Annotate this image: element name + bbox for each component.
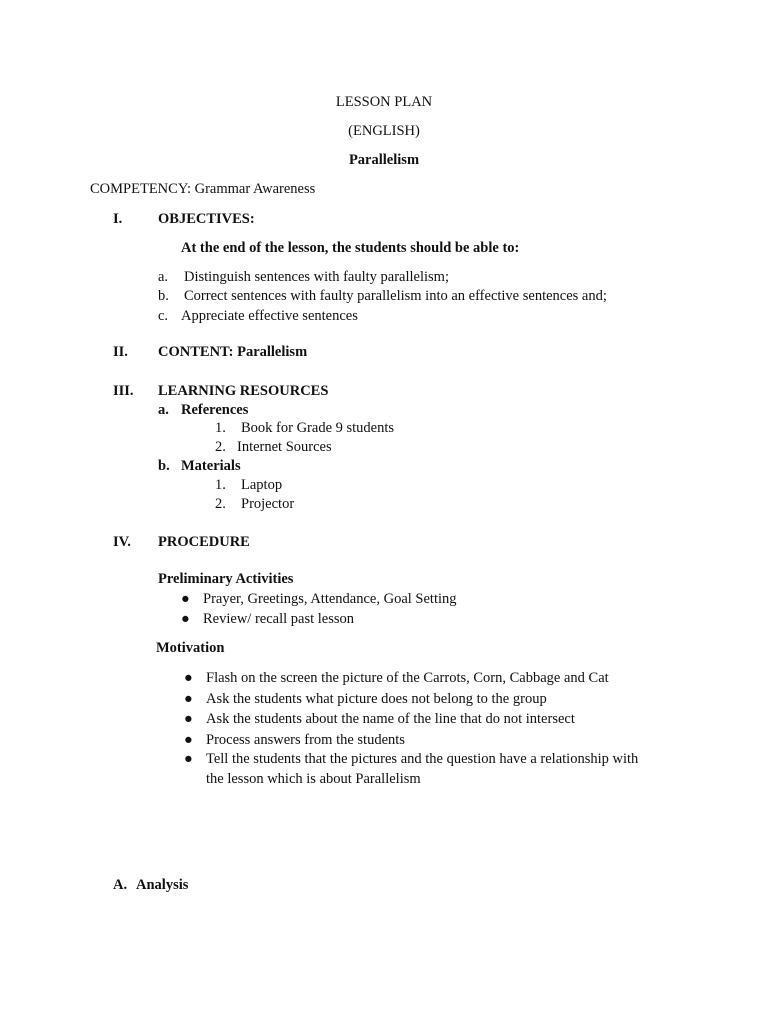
section-title-objectives: OBJECTIVES:	[158, 211, 255, 227]
bullet-icon: ●	[184, 691, 193, 707]
bullet-icon: ●	[184, 711, 193, 727]
material-item: Projector	[241, 496, 295, 512]
material-marker: 1.	[215, 477, 226, 493]
analysis-label: Analysis	[136, 877, 189, 893]
preliminary-item: Prayer, Greetings, Attendance, Goal Setting	[203, 591, 457, 607]
references-marker: a.	[158, 402, 169, 418]
bullet-icon: ●	[184, 751, 193, 767]
motivation-item: Process answers from the students	[206, 732, 405, 748]
section-number-resources: III.	[113, 383, 134, 399]
motivation-label: Motivation	[156, 640, 225, 656]
preliminary-item: Review/ recall past lesson	[203, 611, 354, 627]
references-label: References	[181, 402, 249, 418]
objective-item: Distinguish sentences with faulty parallelism;	[184, 269, 449, 285]
material-marker: 2.	[215, 496, 226, 512]
motivation-item-continued: the lesson which is about Parallelism	[206, 771, 421, 787]
objective-item: Appreciate effective sentences	[181, 308, 358, 324]
motivation-item: Ask the students about the name of the line that do not intersect	[206, 711, 575, 727]
motivation-item: Ask the students what picture does not belong to the group	[206, 691, 547, 707]
section-title-content: CONTENT: Parallelism	[158, 344, 308, 360]
objective-marker: a.	[158, 269, 169, 285]
reference-marker: 2.	[215, 439, 226, 455]
section-number-content: II.	[113, 344, 128, 360]
objectives-intro: At the end of the lesson, the students should be able to:	[181, 240, 520, 256]
motivation-item: Tell the students that the pictures and the question have a relationship with	[206, 751, 639, 767]
doc-subject: (ENGLISH)	[348, 123, 420, 139]
section-title-procedure: PROCEDURE	[158, 534, 250, 550]
doc-title: LESSON PLAN	[335, 94, 433, 110]
doc-topic: Parallelism	[348, 152, 420, 168]
material-item: Laptop	[241, 477, 283, 493]
bullet-icon: ●	[184, 670, 193, 686]
bullet-icon: ●	[181, 611, 190, 627]
section-number-procedure: IV.	[113, 534, 131, 550]
bullet-icon: ●	[181, 591, 190, 607]
reference-item: Internet Sources	[237, 439, 332, 455]
analysis-marker: A.	[113, 877, 128, 893]
competency-line: COMPETENCY: Grammar Awareness	[90, 181, 316, 197]
preliminary-label: Preliminary Activities	[158, 571, 294, 587]
objective-marker: c.	[158, 308, 169, 324]
materials-marker: b.	[158, 458, 170, 474]
reference-item: Book for Grade 9 students	[241, 420, 395, 436]
objective-item: Correct sentences with faulty parallelism into an effective sentences and;	[184, 288, 607, 304]
materials-label: Materials	[181, 458, 241, 474]
section-title-resources: LEARNING RESOURCES	[158, 383, 329, 399]
reference-marker: 1.	[215, 420, 226, 436]
motivation-item: Flash on the screen the picture of the Carrots, Corn, Cabbage and Cat	[206, 670, 609, 686]
bullet-icon: ●	[184, 732, 193, 748]
objective-marker: b.	[158, 288, 169, 304]
section-number-objectives: I.	[113, 211, 123, 227]
